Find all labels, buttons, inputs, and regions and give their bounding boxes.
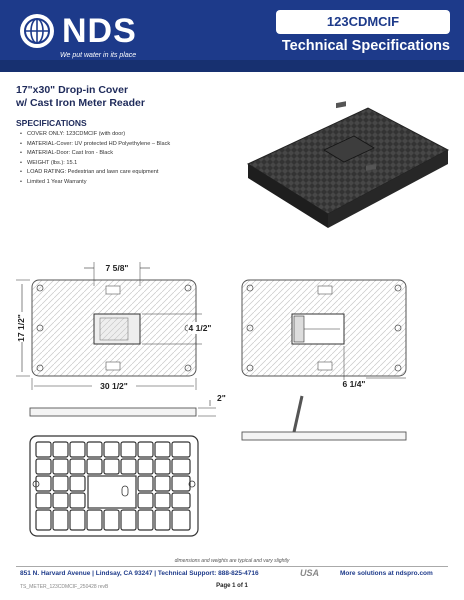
brand-tagline: We put water in its place: [60, 52, 137, 59]
product-title-line1: 17"x30" Drop-in Cover: [16, 84, 129, 96]
label-plate: [106, 286, 120, 294]
spec-list: [20, 130, 170, 188]
product-title-line2: w/ Cast Iron Meter Reader: [16, 97, 145, 109]
side-view-drawing: [20, 392, 230, 422]
spec-item: • MATERIAL-Door: Cast Iron - Black: [20, 149, 170, 159]
spec-item: • COVER ONLY: 123CDMCIF (with door): [20, 130, 170, 140]
product-render: [240, 96, 456, 232]
cover-top-face: [248, 108, 448, 214]
dim-door-side: 6 1/4": [342, 379, 366, 389]
header-shade: [0, 60, 464, 72]
globe-icon-svg: [20, 14, 54, 48]
document-revision: TS_METER_123CDMCIF_250428 revB: [20, 584, 109, 590]
top-view-door-open-drawing: [236, 270, 436, 394]
spec-item: • Limited 1 Year Warranty: [20, 178, 170, 188]
globe-icon: [20, 14, 54, 48]
door-open: [294, 316, 304, 342]
made-in-usa-badge: USA: [300, 568, 320, 578]
cover-side-profile: [30, 408, 196, 416]
bottom-view-drawing: [26, 432, 204, 540]
spec-item: • MATERIAL-Cover: UV protected HD Polyethylene – Black: [20, 140, 170, 150]
product-title: [16, 84, 145, 110]
model-number: 123CDMCIF: [276, 10, 450, 34]
label-plate-top: [336, 101, 346, 108]
footer-website-link[interactable]: More solutions at ndspro.com: [340, 570, 433, 577]
spec-item: • LOAD RATING: Pedestrian and lawn care equipment: [20, 168, 170, 178]
side-view-door-open-drawing: [236, 392, 416, 452]
door-raised: [294, 396, 302, 432]
dim-cover-height: 17 1/2": [16, 314, 26, 342]
spec-item: • WEIGHT (lbs.): 15.1: [20, 159, 170, 169]
header-banner: [0, 0, 464, 72]
top-view-drawing: [12, 256, 212, 396]
label-plate: [106, 362, 120, 370]
dim-thickness: 2": [217, 393, 226, 403]
page-number: Page 1 of 1: [216, 583, 248, 589]
dim-cover-width: 30 1/2": [100, 381, 128, 391]
brand-logo-text: NDS: [62, 12, 137, 50]
spec-heading: SPECIFICATIONS: [16, 118, 87, 128]
footer-note: dimensions and weights are typical and vary slightly: [174, 558, 290, 564]
document-title: Technical Specifications: [281, 38, 450, 54]
door-recess-bottom: [88, 476, 136, 508]
footer-address: 851 N. Harvard Avenue | Lindsay, CA 93247 | Technical Support: 888-825-4716: [20, 570, 259, 577]
cover-side-profile-right: [242, 432, 406, 440]
dim-door-height: 4 1/2": [188, 323, 212, 333]
dim-door-width: 7 5/8": [105, 263, 129, 273]
footer-divider: [16, 566, 448, 567]
